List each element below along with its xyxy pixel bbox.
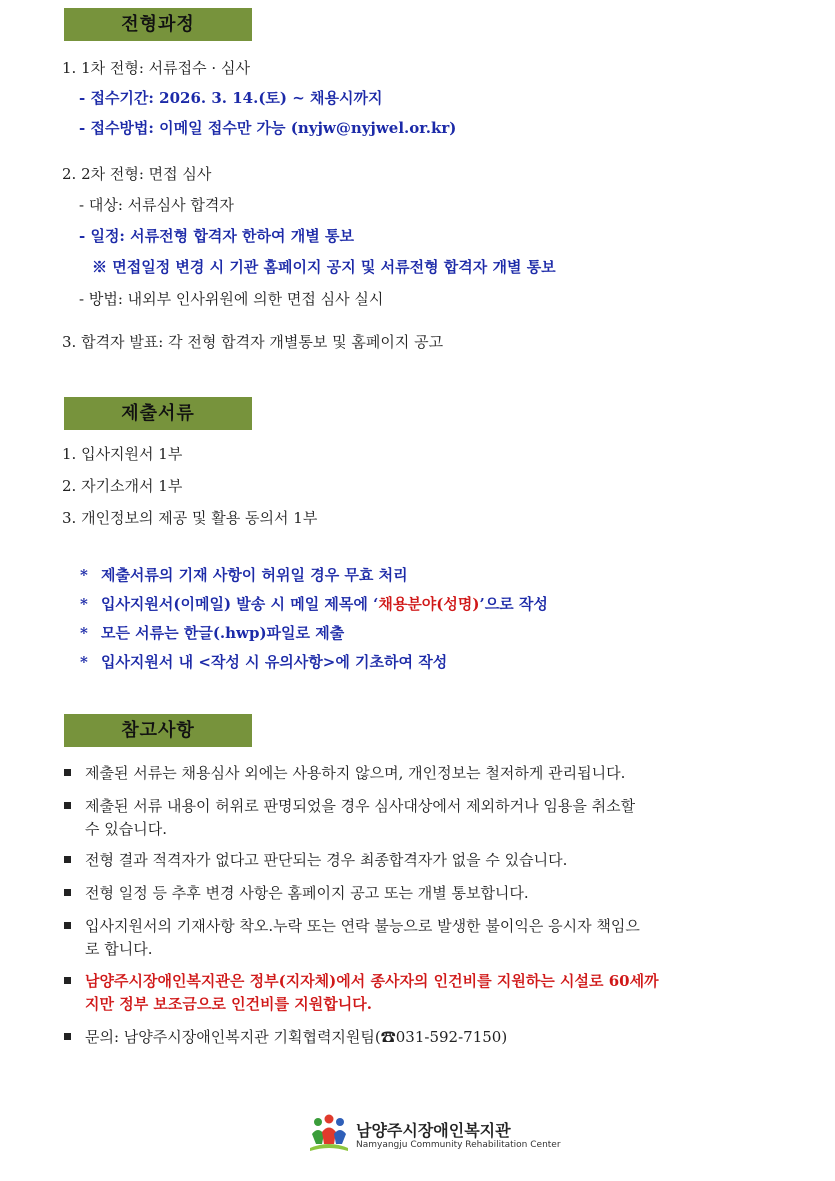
document-note-3	[80, 622, 344, 643]
note-item: 제출된 서류 내용이 허위로 판명되었을 경우 심사대상에서 제외하거나 임용을 취소할	[85, 797, 636, 815]
document-note-emphasis: 채용분야(성명)	[378, 595, 480, 613]
note-item-continued: 수 있습니다.	[85, 820, 167, 838]
process-step2: 2. 2차 전형: 면접 심사	[62, 165, 212, 183]
section-header-documents: 제출서류	[64, 397, 252, 430]
square-bullet-icon	[64, 922, 71, 929]
section-header-process: 전형과정	[64, 8, 252, 41]
document-item: 3. 개인정보의 제공 및 활용 동의서 1부	[62, 509, 318, 527]
document-item: 2. 자기소개서 1부	[62, 477, 183, 495]
process-step1-method: - 접수방법: 이메일 접수만 가능 (nyjw@nyjwel.or.kr)	[79, 119, 457, 137]
logo-subtitle: Namyangju Community Rehabilitation Center	[356, 1140, 561, 1150]
document-note-text-end: ’으로 작성	[479, 595, 548, 613]
note-item-emphasis-continued: 지만 정부 보조금으로 인건비를 지원합니다.	[85, 995, 372, 1013]
document-note-text: 입사지원서(이메일) 발송 시 메일 제목에 ‘	[100, 595, 379, 613]
document-note-4	[80, 651, 447, 672]
process-step1: 1. 1차 전형: 서류접수 · 심사	[62, 59, 250, 77]
note-item: 전형 결과 적격자가 없다고 판단되는 경우 최종합격자가 없을 수 있습니다.	[85, 851, 568, 869]
note-item: 입사지원서의 기재사항 착오.누락 또는 연락 불능으로 발생한 불이익은 응시자 책임으	[85, 917, 640, 935]
note-item: 전형 일정 등 추후 변경 사항은 홈페이지 공고 또는 개별 통보합니다.	[85, 884, 529, 902]
document-note-text: 입사지원서 내 <작성 시 유의사항>에 기초하여 작성	[100, 653, 448, 671]
asterisk-icon: *	[80, 595, 88, 613]
asterisk-icon: *	[80, 566, 88, 584]
process-step2-target: - 대상: 서류심사 합격자	[79, 196, 234, 214]
document-note-text: 제출서류의 기재 사항이 허위일 경우 무효 처리	[100, 566, 408, 584]
footer-logo	[308, 1114, 561, 1158]
square-bullet-icon	[64, 769, 71, 776]
square-bullet-icon	[64, 802, 71, 809]
note-item-contact: 문의: 남양주시장애인복지관 기획협력지원팀(☎031-592-7150)	[85, 1028, 508, 1046]
document-note-2	[80, 593, 548, 614]
note-item-continued: 로 합니다.	[85, 940, 153, 958]
square-bullet-icon	[64, 889, 71, 896]
document-item: 1. 입사지원서 1부	[62, 445, 183, 463]
square-bullet-icon	[64, 1033, 71, 1040]
document-note-text: 모든 서류는 한글(.hwp)파일로 제출	[100, 624, 345, 642]
note-item-emphasis: 남양주시장애인복지관은 정부(지자체)에서 종사자의 인건비를 지원하는 시설로 60세까	[85, 972, 659, 990]
process-step3: 3. 합격자 발표: 각 전형 합격자 개별통보 및 홈페이지 공고	[62, 333, 444, 351]
note-item: 제출된 서류는 채용심사 외에는 사용하지 않으며, 개인정보는 철저하게 관리됩니다.	[85, 764, 626, 782]
process-step2-method: - 방법: 내외부 인사위원에 의한 면접 심사 실시	[79, 290, 384, 308]
square-bullet-icon	[64, 977, 71, 984]
section-header-notes: 참고사항	[64, 714, 252, 747]
square-bullet-icon	[64, 856, 71, 863]
process-step1-period: - 접수기간: 2026. 3. 14.(토) ~ 채용시까지	[79, 89, 383, 107]
people-logo-icon	[308, 1114, 350, 1154]
asterisk-icon: *	[80, 653, 88, 671]
process-step2-schedule: - 일정: 서류전형 합격자 한하여 개별 통보	[79, 227, 354, 245]
asterisk-icon: *	[80, 624, 88, 642]
process-step2-note: ※ 면접일정 변경 시 기관 홈페이지 공지 및 서류전형 합격자 개별 통보	[92, 258, 556, 276]
logo-name: 남양주시장애인복지관	[356, 1121, 511, 1140]
document-note-1	[80, 564, 408, 585]
